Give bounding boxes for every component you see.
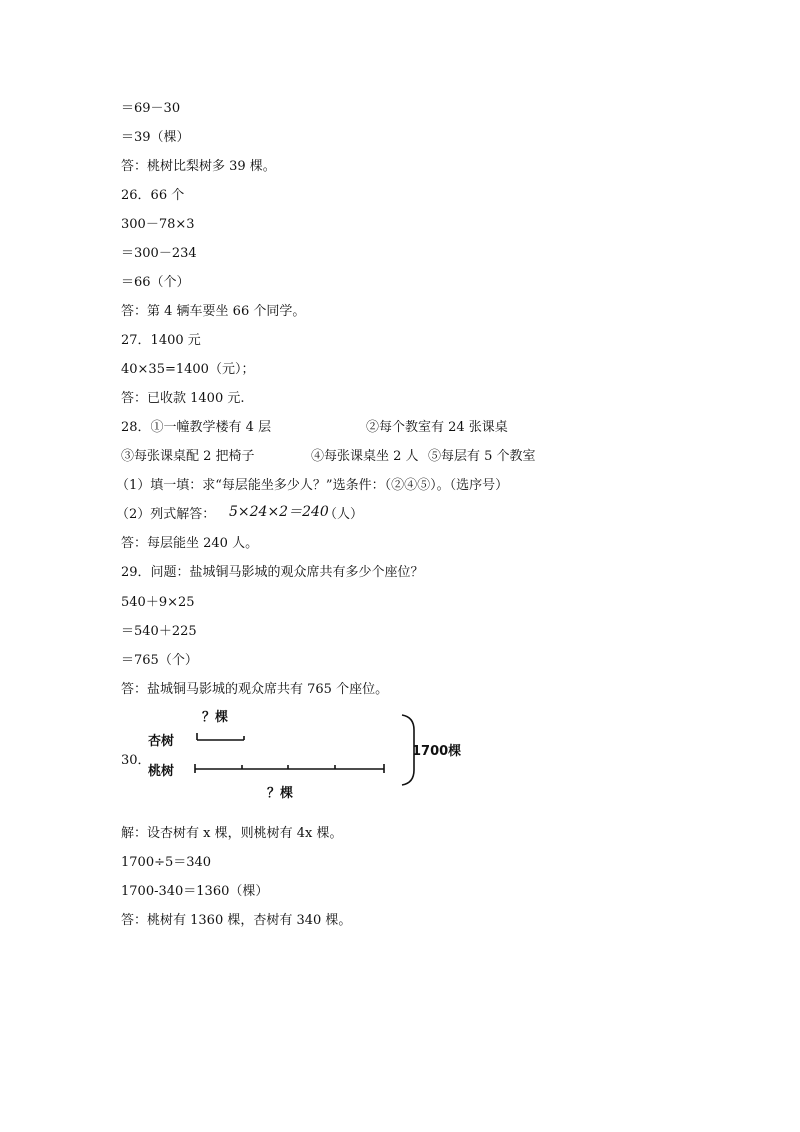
question-28-condition-2: ②每个教室有 24 张课桌 bbox=[366, 420, 508, 435]
question-28-condition-3: ③每张课桌配 2 把椅子 bbox=[121, 449, 255, 464]
text-line: 40×35=1400（元）； bbox=[121, 362, 255, 377]
apricot-count-label: ？棵 bbox=[202, 710, 229, 725]
text-line: （1）填一填：求“每层能坐多少人？”选条件：（②④⑤）。（选序号） bbox=[116, 478, 509, 493]
text-line: ＝765（个） bbox=[121, 653, 198, 668]
text-line: 解：设杏树有 x 棵，则桃树有 4x 棵。 bbox=[121, 826, 343, 841]
text-line: 答：每层能坐 240 人。 bbox=[121, 536, 259, 551]
text-line: 540＋9×25 bbox=[121, 595, 195, 610]
text-line: 答：已收款 1400 元. bbox=[121, 391, 245, 406]
text-line: 300－78×3 bbox=[121, 217, 195, 232]
text-line: 1700÷5＝340 bbox=[121, 855, 212, 870]
text-line: 1700-340＝1360（棵） bbox=[121, 884, 269, 899]
line-segment-diagram bbox=[140, 700, 470, 805]
text-line: ＝540＋225 bbox=[121, 624, 197, 639]
peach-count-label: ？棵 bbox=[267, 786, 294, 801]
text-line: ＝39（棵） bbox=[121, 130, 190, 145]
apricot-row-label: 杏树 bbox=[148, 734, 175, 749]
question-27-heading: 27．1400 元 bbox=[121, 333, 201, 348]
unit-label: （人） bbox=[324, 507, 364, 522]
formula: 5×24×2＝240 bbox=[229, 504, 329, 520]
text-line: 答：桃树有 1360 棵，杏树有 340 棵。 bbox=[121, 913, 352, 928]
question-26-heading: 26．66 个 bbox=[121, 188, 185, 203]
total-label: 1700棵 bbox=[412, 744, 462, 759]
question-28-condition-1: 28．①一幢教学楼有 4 层 bbox=[121, 420, 272, 435]
text-line: ＝69－30 bbox=[121, 101, 181, 116]
text-line: 答：盐城铜马影城的观众席共有 765 个座位。 bbox=[121, 682, 389, 697]
question-28-condition-5: ⑤每层有 5 个教室 bbox=[428, 449, 536, 464]
text-line: 答：第 4 辆车要坐 66 个同学。 bbox=[121, 304, 306, 319]
text-line: ＝66（个） bbox=[121, 275, 190, 290]
text-line: 答：桃树比梨树多 39 棵。 bbox=[121, 159, 276, 174]
peach-row-label: 桃树 bbox=[148, 764, 175, 779]
question-29-heading: 29．问题：盐城铜马影城的观众席共有多少个座位？ bbox=[121, 565, 424, 580]
question-28-condition-4: ④每张课桌坐 2 人 bbox=[311, 449, 419, 464]
question-30-number: 30． bbox=[121, 753, 151, 768]
text-line: ＝300－234 bbox=[121, 246, 197, 261]
text-line: （2）列式解答： bbox=[116, 507, 216, 522]
